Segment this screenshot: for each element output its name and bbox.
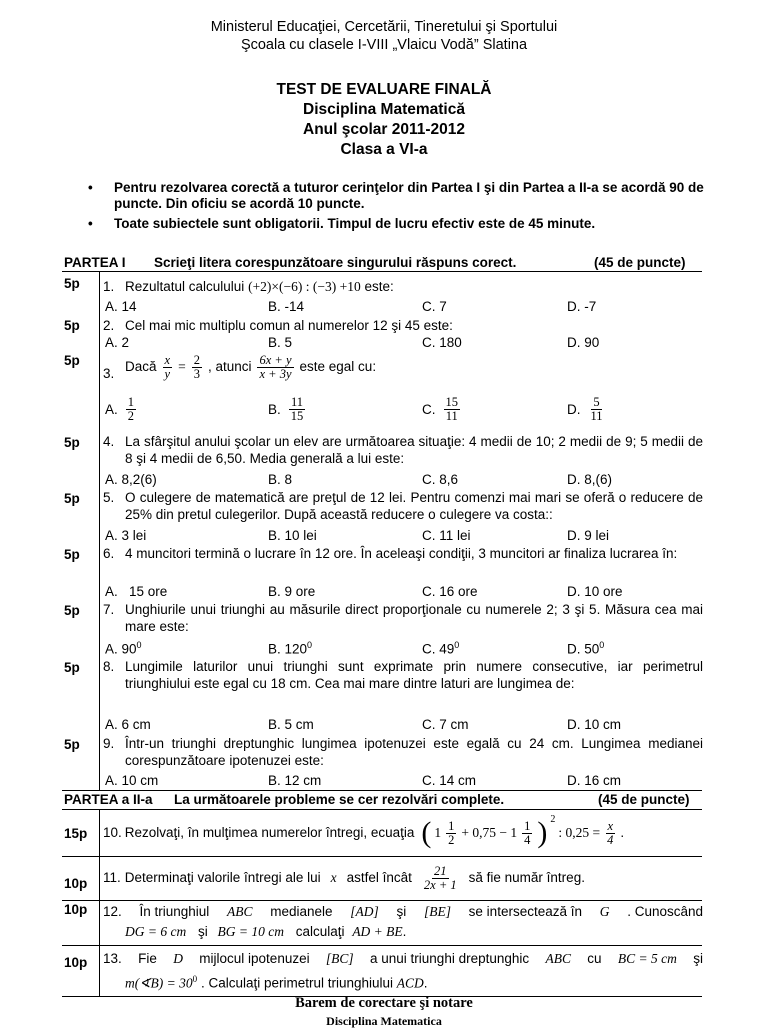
question-number: 10.: [103, 824, 122, 840]
question-9: [103, 736, 703, 769]
fraction: $\frac{x}{4}$: [607, 818, 614, 847]
fraction: $\frac{2}{3}$: [193, 353, 200, 381]
answer-option-a: A. 6 cm: [105, 717, 151, 732]
answer-option-d: D. 16 cm: [567, 773, 622, 788]
question-points: 5p: [64, 276, 80, 291]
part2-instruction: La următoarele probleme se cer rezolvări complete.: [174, 792, 505, 807]
question-13: 13. Fie D mijlocul ipotenuzei [BC] a unui triunghi dreptunghic ABC cu BC = 5 cm şi m(∢B) = $30^0$ . Calculaţi perimetrul triunghiului ACD.: [103, 951, 703, 991]
answer-option-a: A. $\frac{1}{2}$: [105, 395, 135, 423]
question-12: 12. În triunghiul ABC medianele [AD] şi [BE] se intersectează în G . Cunoscând DG = 6 cm şi BG = 10 cm calculaţi AD + BE.: [103, 904, 703, 939]
answer-option-a: A. 3 lei: [105, 528, 147, 543]
bullet-text: Pentru rezolvarea corectă a tuturor cerinţelor din Partea I şi din Partea a II-a se acordă 90 de puncte. Din oficiu se acordă 10 puncte.: [114, 180, 704, 211]
answer-option-a: A. $90^0$: [105, 640, 142, 657]
ministry-header: Ministerul Educaţiei, Cercetării, Tineretului şi Sportului: [210, 19, 558, 35]
answer-option-a: A. 15 ore: [105, 584, 168, 599]
question-points: 5p: [64, 603, 80, 618]
fraction: $\frac{x}{y}$: [164, 353, 171, 381]
question-text: Într-un triunghi dreptunghic lungimea ipotenuzei este egală cu 24 cm. Lungimea medianei corespunzătoare ipotenuzei este:: [125, 736, 703, 768]
bullet-icon: •: [88, 180, 93, 195]
answer-option-b: B. 5 cm: [268, 717, 314, 732]
question-1: [103, 279, 703, 296]
answer-option-c: C. $49^0$: [422, 640, 460, 657]
part2-points: (45 de puncte): [598, 792, 690, 807]
question-text: Rezolvaţi, în mulţimea numerelor întregi, ecuaţia: [124, 824, 415, 840]
bullet-icon: •: [88, 216, 93, 231]
test-title: TEST DE EVALUARE FINALĂ: [276, 81, 492, 98]
question-7: [103, 602, 703, 635]
question-number: 11.: [103, 869, 121, 885]
answer-option-a: A. 8,2(6): [105, 472, 157, 487]
answer-option-d: D. $50^0$: [567, 640, 605, 657]
answer-option-c: C. 8,6: [422, 472, 459, 487]
question-points: 5p: [64, 318, 80, 333]
question-points: 5p: [64, 737, 80, 752]
question-points: 15p: [64, 826, 88, 841]
question-number: 6.: [103, 546, 115, 561]
divider: [62, 856, 702, 857]
question-text: Cel mai mic multiplu comun al numerelor 12 şi 45 este:: [125, 318, 453, 333]
question-number: 8.: [103, 659, 115, 674]
right-paren: ): [537, 816, 548, 849]
question-11: 11. Determinaţi valorile întregi ale lui x astfel încât $\frac{21}{2x + 1}$ să fie număr întreg.: [103, 863, 585, 892]
question-text: O culegere de matematică are preţul de 12 lei. Pentru comenzi mai mari se oferă o reducere de 25% din pretul culegerilor. După această reducere o culegere va costa::: [125, 490, 703, 522]
question-points: 5p: [64, 353, 80, 368]
divider: [62, 809, 702, 810]
fraction: $\frac{6x + y}{x + 3y}$: [259, 353, 292, 381]
question-text: 4 muncitori termină o lucrare în 12 ore. În aceleaşi condiţii, 3 muncitori ar finaliza lucrarea în:: [125, 546, 678, 561]
school-year-title: Anul şcolar 2011-2012: [303, 121, 465, 138]
question-6: [103, 546, 703, 563]
question-points: 10p: [64, 955, 88, 970]
question-5: [103, 490, 703, 523]
class-title: Clasa a VI-a: [340, 141, 428, 158]
answer-option-d: D. 10 ore: [567, 584, 623, 599]
question-text: Dacă: [125, 359, 157, 375]
question-text: Unghiurile unui triunghi au măsurile direct proporţionale cu numerele 2; 3 şi 5. Măsura cea mai mare este:: [125, 602, 703, 634]
question-number: 1.: [103, 279, 115, 294]
question-points: 5p: [64, 491, 80, 506]
answer-option-c: C. 7 cm: [422, 717, 469, 732]
answer-option-b: B. 12 cm: [268, 773, 322, 788]
answer-option-a: A. 14: [105, 299, 137, 314]
math-expression: (+2)×(−6) : (−3) +10: [248, 279, 361, 294]
question-number: 9.: [103, 736, 115, 751]
answer-option-c: C. 180: [422, 335, 462, 350]
divider: [99, 809, 100, 996]
answer-option-b: B. -14: [268, 299, 305, 314]
question-text: La sfârşitul anului şcolar un elev are următoarea situaţie: 4 medii de 10; 2 medii de 9; 5 medii de 8 şi 4 medii de 6,50. Media generală a lui este:: [125, 434, 703, 466]
answer-option-d: D. $\frac{5}{11}$: [567, 395, 603, 423]
part1-instruction: Scrieţi litera corespunzătoare singurului răspuns corect.: [154, 255, 517, 270]
part1-points: (45 de puncte): [594, 255, 686, 270]
question-8: [103, 659, 703, 692]
question-number: 5.: [103, 490, 115, 505]
question-text: este egal cu:: [299, 359, 377, 375]
fraction: $\frac{21}{2x + 1}$: [423, 863, 457, 892]
question-points: 10p: [64, 902, 88, 917]
school-header: Şcoala cu clasele I-VIII „Vlaicu Vodă” Slatina: [240, 37, 528, 53]
question-points: 5p: [64, 435, 80, 450]
divider: [62, 790, 702, 791]
answer-option-a: A. 2: [105, 335, 130, 350]
question-text: Lungimile laturilor unui triunghi sunt exprimate prin numere consecutive, iar perimetrul triunghiului este egal cu 18 cm. Cea mai mare dintre laturi are lungimea de:: [125, 659, 703, 691]
divider: [62, 945, 702, 946]
answer-option-d: D. 8,(6): [567, 472, 613, 487]
question-text: Determinaţi valorile întregi ale lui: [124, 869, 321, 885]
part1-label: PARTEA I: [64, 255, 126, 270]
part2-label: PARTEA a II-a: [64, 792, 153, 807]
barem-discipline: Disciplina Matematica: [326, 1014, 442, 1028]
question-2: [103, 318, 703, 335]
divider: [99, 271, 100, 790]
fraction: $\frac{1}{2}$: [448, 818, 455, 847]
question-points: 10p: [64, 876, 88, 891]
answer-option-d: D. -7: [567, 299, 597, 314]
answer-option-d: D. 10 cm: [567, 717, 622, 732]
answer-option-b: B. 8: [268, 472, 293, 487]
discipline-title: Disciplina Matematică: [303, 101, 465, 118]
question-10: 10. Rezolvaţi, în mulţimea numerelor întregi, ecuaţia ( 1 $\frac{1}{2}$ + 0,75 − 1 $\frac{1}{4}$ ) $^2$ : 0,25 = $\frac{x}{4}$ .: [103, 814, 625, 849]
answer-option-b: B. $\frac{11}{15}$: [268, 395, 304, 423]
answer-option-c: C. 14 cm: [422, 773, 477, 788]
left-paren: (: [421, 816, 432, 849]
fraction: $\frac{1}{4}$: [524, 818, 531, 847]
question-number: 2.: [103, 318, 115, 333]
answer-option-d: D. 90: [567, 335, 600, 350]
question-number: 3.: [103, 366, 115, 381]
answer-option-b: B. 9 ore: [268, 584, 316, 599]
question-number: 4.: [103, 434, 115, 449]
answer-option-a: A. 10 cm: [105, 773, 159, 788]
answer-option-b: B. $120^0$: [268, 640, 313, 657]
instruction-bullet: [88, 180, 728, 212]
barem-title: Barem de corectare şi notare: [295, 995, 473, 1011]
answer-option-b: B. 10 lei: [268, 528, 317, 543]
answer-option-d: D. 9 lei: [567, 528, 610, 543]
bullet-text: Toate subiectele sunt obligatorii. Timpul de lucru efectiv este de 45 minute.: [114, 216, 596, 231]
answer-option-c: C. $\frac{15}{11}$: [422, 395, 458, 423]
question-3: 3. Dacă $\frac{x}{y}$ = $\frac{2}{3}$ , atunci $\frac{6x + y}{x + 3y}$ este egal cu:: [103, 353, 377, 381]
answer-option-b: B. 5: [268, 335, 293, 350]
divider: [62, 271, 702, 272]
answer-option-c: C. 16 ore: [422, 584, 478, 599]
question-points: 5p: [64, 547, 80, 562]
instruction-bullet: [88, 216, 728, 232]
question-points: 5p: [64, 660, 80, 675]
answer-option-c: C. 7: [422, 299, 447, 314]
question-text: este:: [364, 279, 394, 294]
question-text: Rezultatul calculului: [125, 279, 245, 294]
question-number: 7.: [103, 602, 115, 617]
answer-option-c: C. 11 lei: [422, 528, 471, 543]
divider: [62, 900, 702, 901]
question-4: [103, 434, 703, 467]
